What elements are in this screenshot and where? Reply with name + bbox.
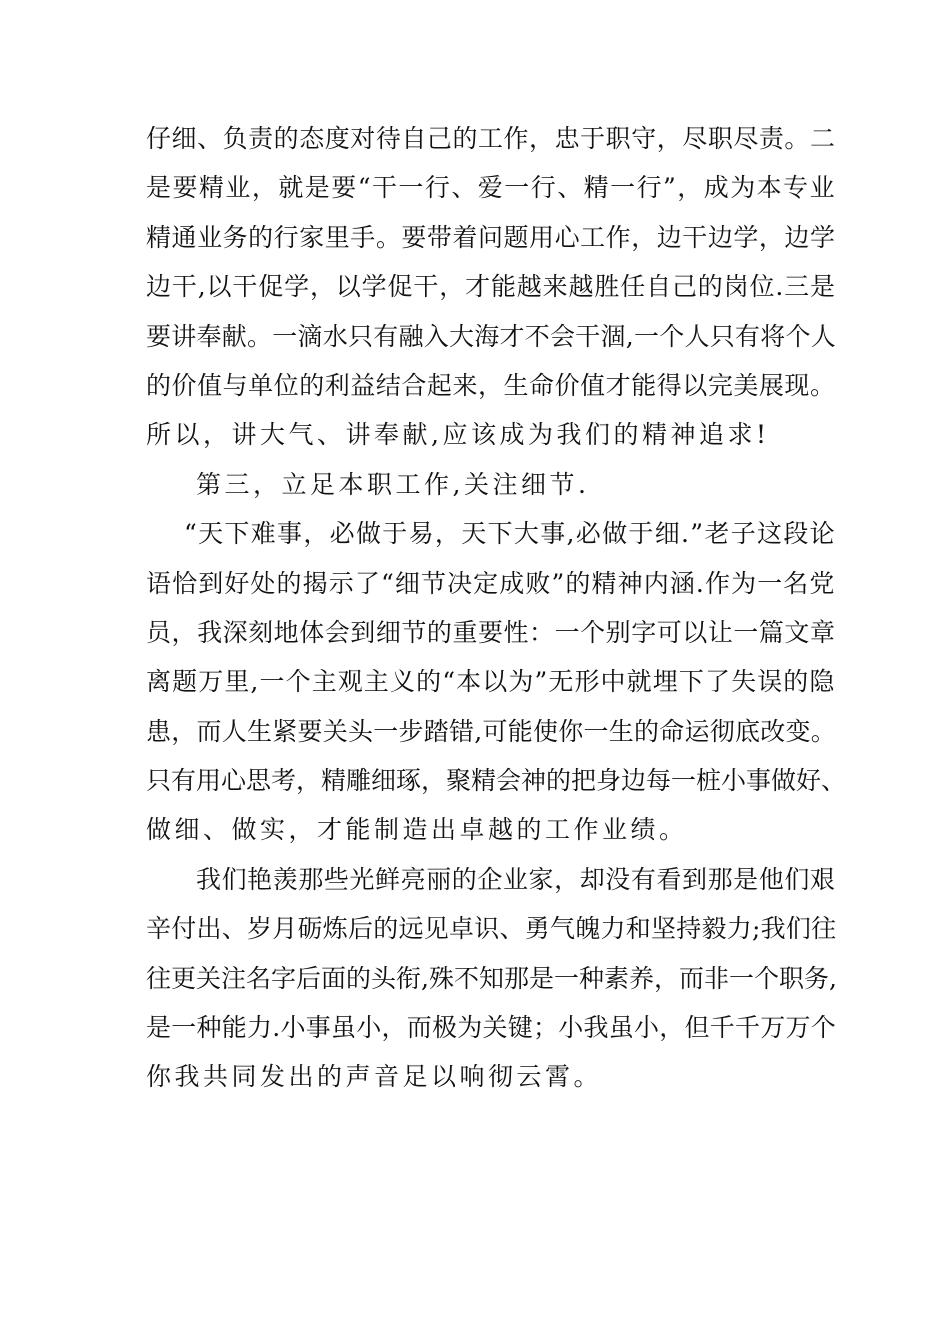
text-line: 仔细、负责的态度对待自己的工作，忠于职守，尽职尽责。二 — [146, 124, 836, 153]
body-text — [146, 114, 847, 1102]
text-line: “天下难事，必做于易，天下大事,必做于细.”老子这段论 — [184, 519, 836, 549]
text-line: 你我共同发出的声音足以响彻云霄。 — [146, 1062, 603, 1092]
text-line: 辛付出、岁月砺炼后的远见卓识、勇气魄力和坚持毅力;我们往 — [146, 914, 837, 944]
text-line: 患，而人生紧要关头一步踏错,可能使你一生的命运彻底改变。 — [146, 716, 836, 746]
text-line: 往更关注名字后面的头衔,殊不知那是一种素养，而非一个职务, — [146, 963, 837, 993]
text-line: 员，我深刻地体会到细节的重要性：一个别字可以让一篇文章 — [146, 617, 836, 647]
text-line: 离题万里,一个主观主义的“本以为”无形中就埋下了失误的隐 — [146, 667, 836, 697]
text-line: 边干,以干促学，以学促干，才能越来越胜任自己的岗位.三是 — [146, 272, 836, 302]
text-line: 我们艳羡那些光鲜亮丽的企业家，却没有看到那是他们艰 — [196, 864, 836, 894]
section-heading: 第三，立足本职工作,关注细节. — [196, 469, 590, 499]
text-line: 做细、做实，才能制造出卓越的工作业绩。 — [146, 815, 688, 845]
text-line: 是要精业，就是要“干一行、爱一行、精一行”，成为本专业 — [146, 173, 837, 203]
text-line: 只有用心思考，精雕细琢，聚精会神的把身边每一桩小事做好、 — [146, 766, 847, 796]
text-line: 要讲奉献。一滴水只有融入大海才不会干涸,一个人只有将个人 — [146, 321, 836, 351]
text-line: 所以，讲大气、讲奉献,应该成为我们的精神追求! — [146, 420, 770, 450]
text-line: 是一种能力.小事虽小，而极为关键；小我虽小，但千千万万个 — [146, 1013, 836, 1043]
text-line: 的价值与单位的利益结合起来，生命价值才能得以完美展现。 — [146, 370, 836, 400]
text-line: 语恰到好处的揭示了“细节决定成败”的精神内涵.作为一名党 — [146, 568, 836, 598]
text-line: 精通业务的行家里手。要带着问题用心工作，边干边学，边学 — [146, 222, 836, 252]
